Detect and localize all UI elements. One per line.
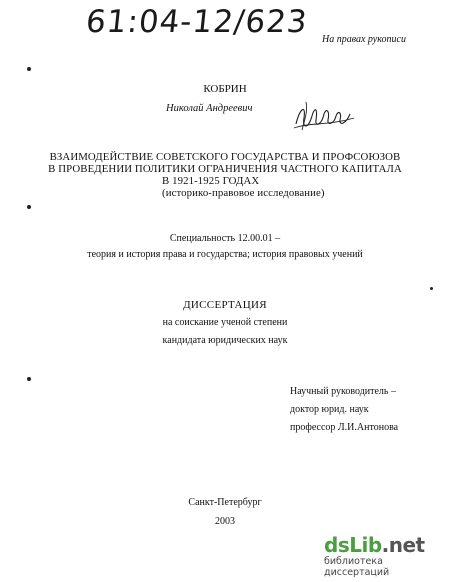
author-surname: КОБРИН xyxy=(203,83,247,95)
specialty-code: Специальность 12.00.01 – xyxy=(169,233,281,244)
title-subtitle: (историко-правовое исследование) xyxy=(162,187,325,199)
watermark-caption: библиотека диссертаций xyxy=(324,556,390,578)
title-line-1: ВЗАИМОДЕЙСТВИЕ СОВЕТСКОГО ГОСУДАРСТВА И ПРОФСОЮЗОВ xyxy=(49,151,401,163)
author-given-name: Николай Андреевич xyxy=(166,103,253,114)
rights-notice: На правах рукописи xyxy=(322,34,406,45)
year: 2003 xyxy=(215,516,235,527)
supervisor-name: профессор Л.И.Антонова xyxy=(290,422,399,433)
title-line-3: В 1921-1925 ГОДАХ xyxy=(162,175,260,187)
title-line-2: В ПРОВЕДЕНИИ ПОЛИТИКИ ОГРАНИЧЕНИЯ ЧАСТНОГО КАПИТАЛА xyxy=(48,163,402,175)
watermark-logo-suffix: .net xyxy=(381,533,425,557)
supervisor-degree: доктор юрид. наук xyxy=(290,404,369,415)
document-type: ДИССЕРТАЦИЯ xyxy=(183,299,267,311)
watermark-logo-main: dsLib xyxy=(324,533,382,557)
scan-speck xyxy=(27,67,31,71)
watermark-logo xyxy=(324,534,442,556)
city: Санкт-Петербург xyxy=(188,497,262,508)
degree-line-1: на соискание ученой степени xyxy=(162,317,288,328)
scan-speck xyxy=(27,377,31,381)
scan-speck xyxy=(430,287,433,290)
watermark xyxy=(324,534,442,578)
supervisor-role: Научный руководитель – xyxy=(290,386,396,397)
degree-line-2: кандидата юридических наук xyxy=(162,335,288,346)
author-signature xyxy=(292,98,356,134)
specialty-field: теория и история права и государства; история правовых учений xyxy=(87,249,363,260)
catalog-number-handwritten: 61:04-12/623 xyxy=(84,4,310,40)
scan-speck xyxy=(27,205,31,209)
